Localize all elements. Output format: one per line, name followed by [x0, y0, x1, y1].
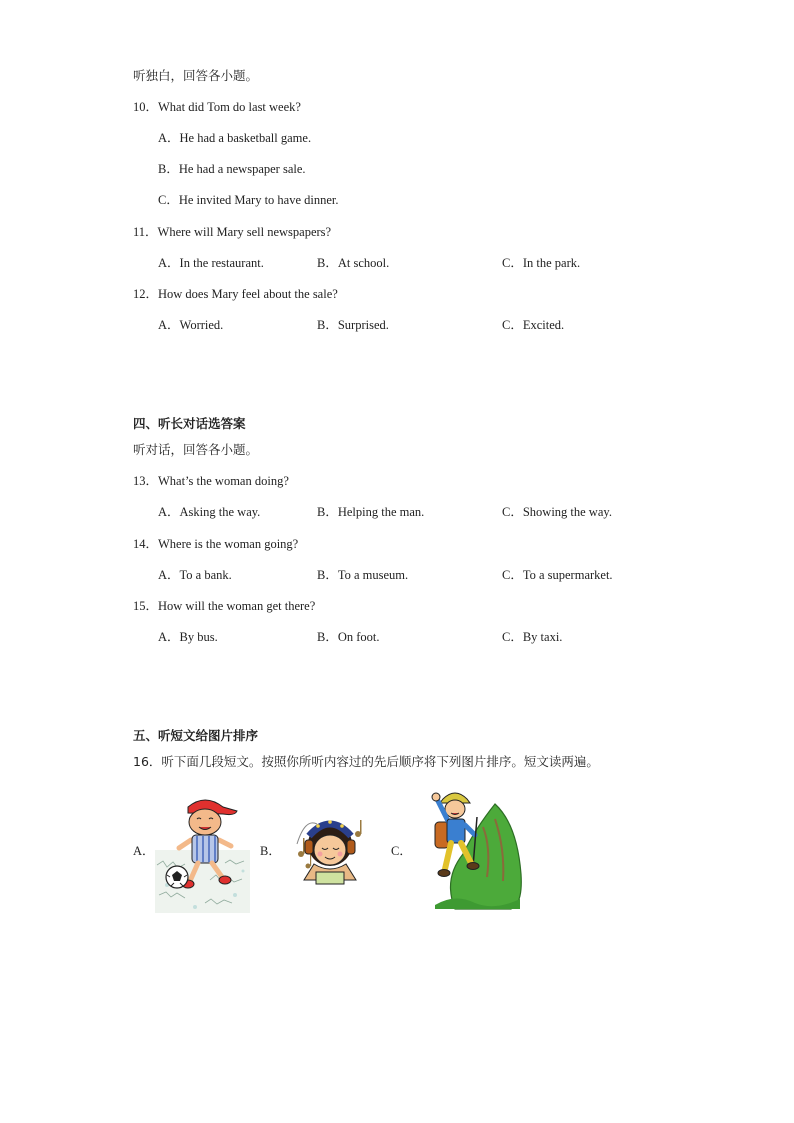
girl-listening-to-music-picture	[292, 814, 367, 888]
section4-intro: 听对话，回答各小题。	[133, 442, 259, 457]
question-15-option-c: C．By taxi.	[502, 630, 563, 644]
question-11-option-c: C．In the park.	[502, 256, 581, 270]
section5-heading: 五、听短文给图片排序	[133, 728, 259, 743]
question-12-stem: 12．How does Mary feel about the sale?	[133, 287, 338, 301]
boy-playing-football-picture	[155, 795, 250, 913]
question-12-option-b: B．Surprised.	[317, 318, 389, 332]
picture-label-c: C．	[391, 844, 412, 858]
section5-instruction: 16．听下面几段短文。按照你所听内容过的先后顺序将下列图片排序。短文读两遍。	[133, 754, 599, 769]
question-11-option-a: A．In the restaurant.	[158, 256, 264, 270]
question-15-stem: 15．How will the woman get there?	[133, 599, 316, 613]
question-11-option-b: B．At school.	[317, 256, 390, 270]
question-13-stem: 13．What’s the woman doing?	[133, 474, 289, 488]
section3-intro: 听独白，回答各小题。	[133, 68, 259, 83]
question-14-stem: 14．Where is the woman going?	[133, 537, 299, 551]
question-14-option-a: A．To a bank.	[158, 568, 232, 582]
question-12-option-c: C．Excited.	[502, 318, 565, 332]
question-10-option-b: B．He had a newspaper sale.	[158, 162, 306, 176]
picture-label-a: A．	[133, 844, 155, 858]
question-10-option-a: A．He had a basketball game.	[158, 131, 312, 145]
section4-heading: 四、听长对话选答案	[133, 416, 246, 431]
question-13-option-c: C．Showing the way.	[502, 505, 612, 519]
question-10-stem: 10．What did Tom do last week?	[133, 100, 301, 114]
question-15-option-b: B．On foot.	[317, 630, 380, 644]
question-13-option-b: B．Helping the man.	[317, 505, 425, 519]
question-12-option-a: A．Worried.	[158, 318, 224, 332]
picture-label-b: B．	[260, 844, 281, 858]
question-13-option-a: A．Asking the way.	[158, 505, 261, 519]
hiker-climbing-mountain-picture	[425, 787, 523, 911]
question-10-option-c: C．He invited Mary to have dinner.	[158, 193, 339, 207]
question-11-stem: 11．Where will Mary sell newspapers?	[133, 225, 332, 239]
question-14-option-c: C．To a supermarket.	[502, 568, 613, 582]
question-14-option-b: B．To a museum.	[317, 568, 409, 582]
question-15-option-a: A．By bus.	[158, 630, 218, 644]
